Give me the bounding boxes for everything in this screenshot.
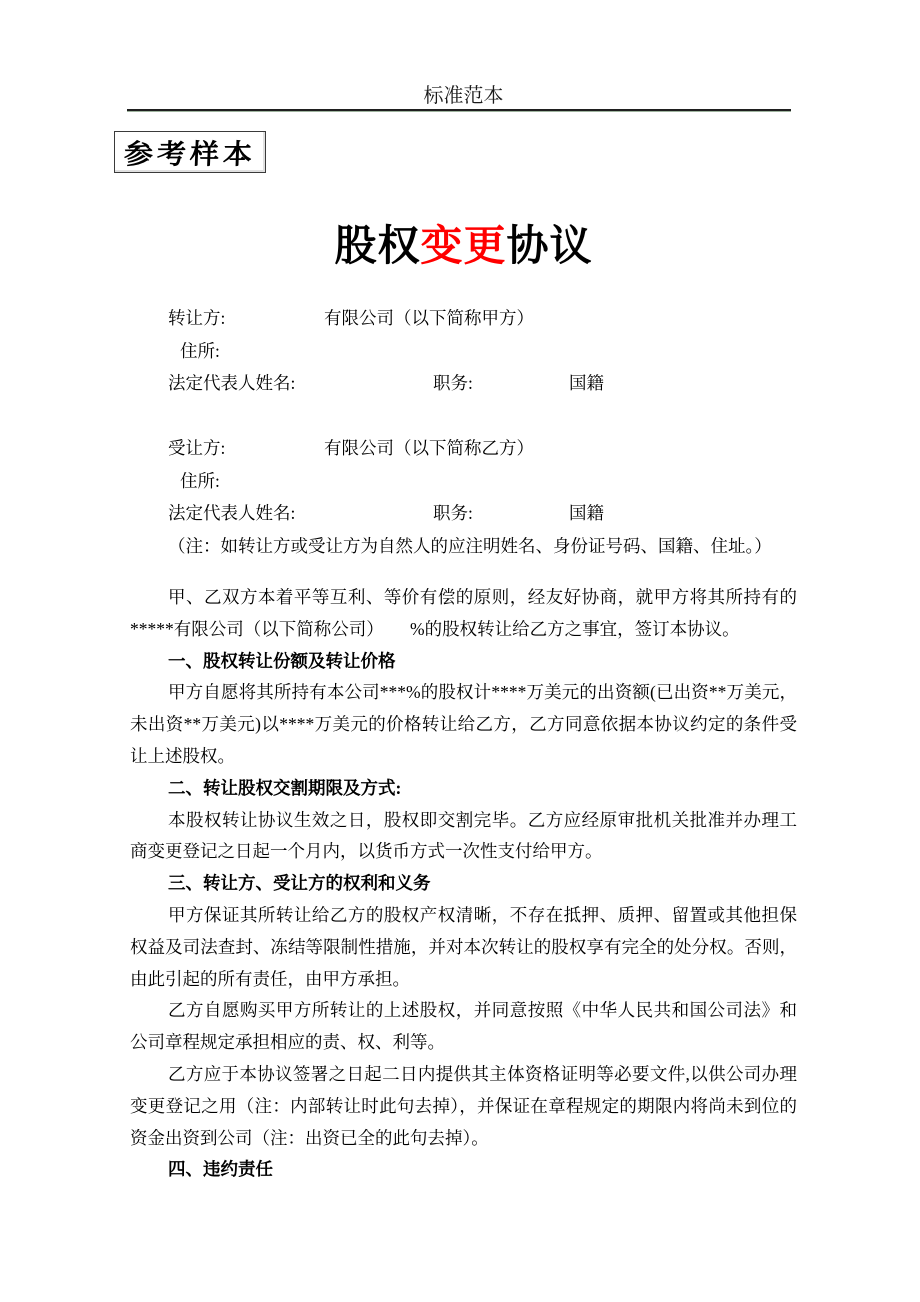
title-segment-3: 协议: [506, 224, 593, 270]
party-a-legal-rep-label: 法定代表人姓名:: [168, 373, 296, 393]
header-rule: [127, 109, 791, 112]
party-a-position-label: 职务:: [433, 373, 473, 393]
section-3-heading: 三、转让方、受让方的权利和义务: [168, 873, 431, 894]
party-b-address-label: 住所:: [180, 470, 220, 491]
section-2-paragraph-1: 本股权转让协议生效之日，股权即交割完毕。乙方应经原审批机关批准并办理工商变更登记之日起一个月内，以货币方式一次性支付给甲方。: [130, 809, 797, 862]
document-title: [130, 222, 797, 272]
document-body: [130, 582, 797, 1186]
spacer-line: [130, 400, 797, 433]
party-a-legal-rep-line: [130, 367, 797, 400]
parties-block: [130, 302, 797, 562]
intro-paragraph: 甲、乙双方本着平等互利、等价有偿的原则，经友好协商，就甲方将其所持有的*****有限公司（以下简称公司） %的股权转让给乙方之事宜，签订本协议。: [130, 587, 797, 639]
party-b-legal-rep-line: [130, 497, 797, 530]
party-a-address-line: [130, 335, 797, 368]
section-3-paragraph-1: 甲方保证其所转让给乙方的股权产权清晰，不存在抵押、质押、留置或其他担保权益及司法查封、冻结等限制性措施，并对本次转让的股权享有完全的处分权。否则，由此引起的所有责任，由甲方承担。: [130, 904, 797, 989]
party-a-role-label: 转让方:: [168, 308, 226, 328]
party-b-address-line: [130, 465, 797, 498]
party-a-nationality-label: 国籍: [569, 373, 604, 393]
party-b-company: 有限公司（以下简称乙方）: [324, 438, 534, 458]
party-b-nationality-label: 国籍: [569, 503, 604, 523]
party-a-role-line: [130, 302, 797, 335]
party-b-role-label: 受让方:: [168, 438, 226, 458]
party-a-address-label: 住所:: [180, 340, 220, 361]
section-4-heading: 四、违约责任: [168, 1159, 273, 1180]
section-3-paragraph-2: 乙方自愿购买甲方所转让的上述股权，并同意按照《中华人民共和国公司法》和公司章程规定承担相应的责、权、利等。: [130, 1000, 797, 1053]
title-segment-1: 股权: [334, 224, 421, 270]
reference-sample-stamp-text: 参考样本: [123, 139, 257, 170]
section-2-heading: 二、转让股权交割期限及方式:: [168, 777, 402, 798]
section-1-paragraph-1: 甲方自愿将其所持有本公司***%的股权计****万美元的出资额(已出资**万美元，未出资**万美元)以****万美元的价格转让给乙方，乙方同意依据本协议约定的条件受让上述股权。: [130, 682, 797, 766]
natural-person-note-line: [130, 530, 797, 563]
party-b-position-label: 职务:: [433, 503, 473, 523]
natural-person-note-text: （注：如转让方或受让方为自然人的应注明姓名、身份证号码、国籍、住址。）: [168, 535, 772, 556]
party-a-company: 有限公司（以下简称甲方）: [324, 308, 534, 328]
header-title: 标准范本: [423, 85, 504, 107]
title-segment-2-red: 变更: [420, 224, 507, 270]
party-b-role-line: [130, 432, 797, 465]
section-3-paragraph-3: 乙方应于本协议签署之日起二日内提供其主体资格证明等必要文件,以供公司办理变更登记之用（注：内部转让时此句去掉），并保证在章程规定的期限内将尚未到位的资金出资到公司（注：出资已全的此句去掉）。: [130, 1063, 797, 1148]
party-b-legal-rep-label: 法定代表人姓名:: [168, 503, 296, 523]
reference-sample-stamp: [114, 131, 266, 173]
section-1-heading: 一、股权转让份额及转让价格: [168, 650, 396, 671]
